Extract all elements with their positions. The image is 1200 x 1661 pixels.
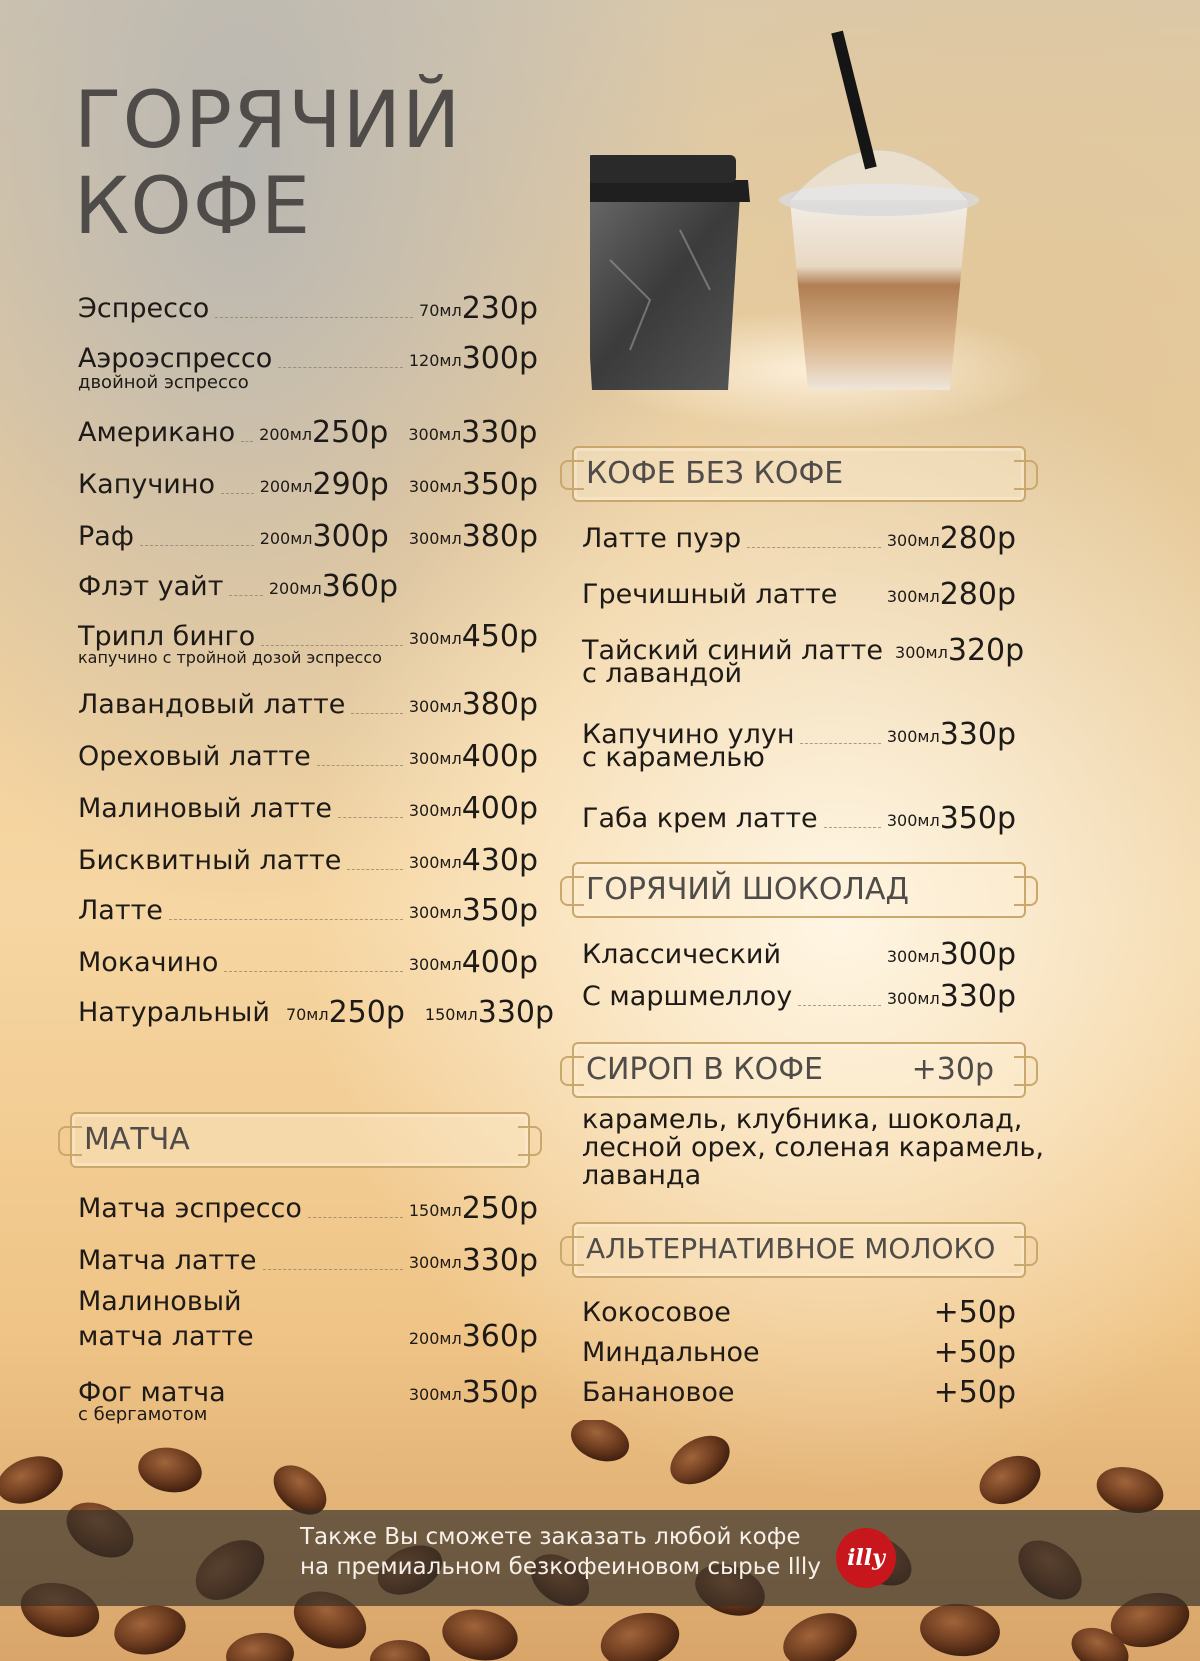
item-name: Миндальное	[582, 1337, 760, 1368]
item-name: Аэроэспрессо	[78, 343, 273, 374]
item-volume: 300мл	[886, 727, 940, 746]
leader-dots	[747, 547, 881, 548]
item-price: 280р	[939, 577, 1016, 612]
item-price: 230р	[461, 291, 538, 326]
item-price: 350р	[461, 893, 538, 928]
item-price: 250р	[328, 995, 405, 1030]
item-subtitle: с бергамотом	[78, 1404, 208, 1425]
menu-item	[78, 838, 538, 878]
leader-dots	[140, 545, 254, 546]
menu-item	[78, 286, 538, 326]
item-volume: 300мл	[408, 697, 462, 716]
item-price: 380р	[461, 687, 538, 722]
syrup-heading: СИРОП В КОФЕ	[586, 1052, 823, 1087]
decaf-note	[300, 1522, 840, 1582]
leader-dots	[798, 1005, 881, 1006]
illy-logo: illy	[836, 1528, 896, 1588]
leader-dots	[261, 645, 403, 646]
leader-dots	[221, 493, 254, 494]
item-volume: 300мл	[408, 1253, 462, 1272]
menu-item	[78, 564, 398, 604]
item-price: 320р	[947, 633, 1025, 668]
leader-dots	[224, 971, 403, 972]
item-name: Капучино улун	[582, 719, 795, 750]
item-price: 400р	[461, 791, 538, 826]
item-price: +50р	[933, 1295, 1016, 1330]
item-name-line-2: с карамелью	[582, 742, 765, 773]
item-name: Раф	[78, 521, 134, 552]
syrup-line-1: карамель, клубника, шоколад,	[582, 1104, 1023, 1135]
item-volume: 200мл	[408, 1329, 462, 1348]
item-volume-2: 150мл	[424, 1005, 478, 1024]
leader-dots	[317, 765, 403, 766]
item-volume: 300мл	[408, 629, 462, 648]
item-price: 400р	[461, 739, 538, 774]
item-volume: 300мл	[408, 749, 462, 768]
item-volume: 300мл	[408, 801, 462, 820]
item-price: 350р	[461, 1375, 538, 1410]
matcha-list	[78, 1186, 538, 1426]
item-price: 300р	[312, 519, 389, 554]
item-price: 300р	[939, 937, 1016, 972]
matcha-heading: МАТЧА	[84, 1122, 190, 1157]
menu-item	[78, 990, 555, 1030]
leader-dots	[229, 595, 262, 596]
item-volume: 300мл	[408, 903, 462, 922]
leader-dots	[338, 817, 403, 818]
item-name: матча латте	[78, 1321, 254, 1352]
item-price: 330р	[939, 717, 1016, 752]
page-title-line-1: ГОРЯЧИЙ	[74, 76, 462, 166]
leader-dots	[351, 713, 402, 714]
item-price: +50р	[933, 1335, 1016, 1370]
item-volume: 300мл	[408, 853, 462, 872]
item-name: Эспрессо	[78, 293, 210, 324]
item-volume: 200мл	[259, 477, 313, 496]
item-name: Флэт уайт	[78, 571, 224, 602]
syrup-price: +30р	[911, 1052, 994, 1087]
leader-dots	[278, 367, 403, 368]
hot-coffee-list	[78, 286, 555, 1046]
item-name: Классический	[582, 939, 782, 970]
item-price-2: 330р	[461, 415, 538, 450]
hot-chocolate-heading-frame	[572, 862, 1026, 918]
item-price-2: 330р	[477, 995, 555, 1030]
item-volume: 70мл	[419, 301, 462, 320]
syrup-line-2: лесной орех, соленая карамель,	[582, 1132, 1044, 1163]
item-name: Матча эспрессо	[78, 1193, 302, 1224]
menu-item	[78, 734, 538, 774]
item-price: 290р	[312, 467, 389, 502]
item-volume: 300мл	[408, 955, 462, 974]
item-volume: 300мл	[886, 587, 940, 606]
menu-item	[582, 1290, 1016, 1330]
menu-item	[582, 1370, 1016, 1410]
menu-item	[78, 336, 538, 393]
alt-milk-heading-frame	[572, 1222, 1026, 1278]
item-price: 430р	[461, 843, 538, 878]
leader-dots	[169, 919, 403, 920]
menu-item	[78, 1186, 538, 1226]
no-coffee-heading: КОФЕ БЕЗ КОФЕ	[586, 456, 844, 491]
item-volume: 200мл	[268, 579, 322, 598]
menu-item	[78, 410, 538, 450]
leader-dots	[824, 827, 881, 828]
item-name: Ореховый латте	[78, 741, 311, 772]
item-price: 400р	[461, 945, 538, 980]
item-price: 330р	[939, 979, 1016, 1014]
item-name-line-1: Малиновый	[78, 1286, 242, 1317]
item-volume: 150мл	[408, 1201, 462, 1220]
item-price: 280р	[939, 521, 1016, 556]
item-price-2: 380р	[461, 519, 538, 554]
item-subtitle: двойной эспрессо	[78, 372, 249, 393]
decaf-note-line-2: на премиальном безкофеиновом сырье Illy	[300, 1554, 821, 1580]
syrup-line-3: лаванда	[582, 1160, 702, 1191]
item-name: Гречишный латте	[582, 579, 838, 610]
alt-milk-heading: АЛЬТЕРНАТИВНОЕ МОЛОКО	[586, 1232, 996, 1265]
item-name: Габа крем латте	[582, 803, 818, 834]
item-volume: 300мл	[886, 811, 940, 830]
leader-dots	[347, 869, 402, 870]
matcha-heading-frame	[70, 1112, 530, 1168]
item-name: Кокосовое	[582, 1297, 731, 1328]
item-price: 250р	[461, 1191, 538, 1226]
item-subtitle: капучино с тройной дозой эспрессо	[78, 648, 382, 667]
menu-item	[78, 514, 538, 554]
item-price: +50р	[933, 1375, 1016, 1410]
item-name: Малиновый латте	[78, 793, 333, 824]
menu-item	[78, 682, 538, 722]
item-name: Латте	[78, 895, 163, 926]
menu-item	[582, 628, 1025, 689]
no-coffee-list	[582, 516, 1025, 836]
item-name: Фог матча	[78, 1377, 226, 1408]
leader-dots	[241, 441, 253, 442]
menu-item	[78, 1370, 538, 1425]
menu-item	[78, 462, 538, 502]
item-volume: 300мл	[408, 1385, 462, 1404]
leader-dots	[308, 1217, 403, 1218]
item-price: 360р	[461, 1319, 538, 1354]
item-price-2: 350р	[461, 467, 538, 502]
hot-chocolate-list	[582, 932, 1016, 1022]
item-volume: 300мл	[895, 643, 948, 662]
item-volume: 200мл	[259, 425, 313, 444]
menu-item	[78, 1238, 538, 1278]
item-volume-2: 300мл	[408, 529, 462, 548]
menu-item	[582, 932, 1016, 972]
coffee-cups-illustration	[590, 30, 1050, 430]
item-name: Мокачино	[78, 947, 219, 978]
menu-item	[582, 516, 1016, 556]
item-price: 300р	[461, 341, 538, 376]
item-name: Натуральный	[78, 997, 270, 1028]
menu-item	[582, 974, 1016, 1014]
item-name: Трипл бинго	[78, 621, 256, 652]
item-name: Капучино	[78, 469, 216, 500]
item-volume: 300мл	[886, 947, 940, 966]
item-name: Американо	[78, 417, 236, 448]
menu-item	[582, 796, 1016, 836]
item-volume: 70мл	[285, 1005, 329, 1024]
item-name: Тайский синий латте	[582, 635, 884, 666]
item-name: Банановое	[582, 1377, 735, 1408]
item-price: 360р	[321, 569, 398, 604]
menu-item	[582, 712, 1016, 773]
menu-item	[582, 572, 1016, 612]
menu-item	[78, 940, 538, 980]
leader-dots	[263, 1269, 403, 1270]
menu-item	[78, 786, 538, 826]
item-name: Лавандовый латте	[78, 689, 346, 720]
item-price: 250р	[312, 415, 389, 450]
menu-item	[78, 1286, 538, 1354]
item-price: 350р	[939, 801, 1016, 836]
decaf-note-banner	[0, 1510, 1200, 1606]
page-title-line-2: КОФЕ	[74, 162, 312, 252]
syrup-flavors	[582, 1106, 1062, 1190]
item-name: С маршмеллоу	[582, 981, 793, 1012]
item-volume: 200мл	[259, 529, 313, 548]
item-name: Бисквитный латте	[78, 845, 342, 876]
leader-dots	[800, 743, 880, 744]
item-volume: 300мл	[886, 989, 940, 1008]
alt-milk-list	[582, 1290, 1016, 1420]
decaf-note-line-1: Также Вы сможете заказать любой кофе	[300, 1524, 801, 1550]
leader-dots	[215, 317, 413, 318]
item-volume: 120мл	[408, 351, 462, 370]
item-name-line-2: с лавандой	[582, 658, 743, 689]
item-price: 330р	[461, 1243, 538, 1278]
item-name: Матча латте	[78, 1245, 257, 1276]
no-coffee-heading-frame	[572, 446, 1026, 502]
menu-item	[582, 1330, 1016, 1370]
item-volume-2: 300мл	[408, 425, 462, 444]
syrup-heading-frame	[572, 1042, 1026, 1098]
item-volume-2: 300мл	[408, 477, 462, 496]
menu-item	[78, 888, 538, 928]
menu-item	[78, 614, 538, 667]
item-volume: 300мл	[886, 531, 940, 550]
item-price: 450р	[461, 619, 538, 654]
item-name: Латте пуэр	[582, 523, 742, 554]
page-title	[74, 78, 461, 250]
hot-chocolate-heading: ГОРЯЧИЙ ШОКОЛАД	[586, 872, 909, 907]
